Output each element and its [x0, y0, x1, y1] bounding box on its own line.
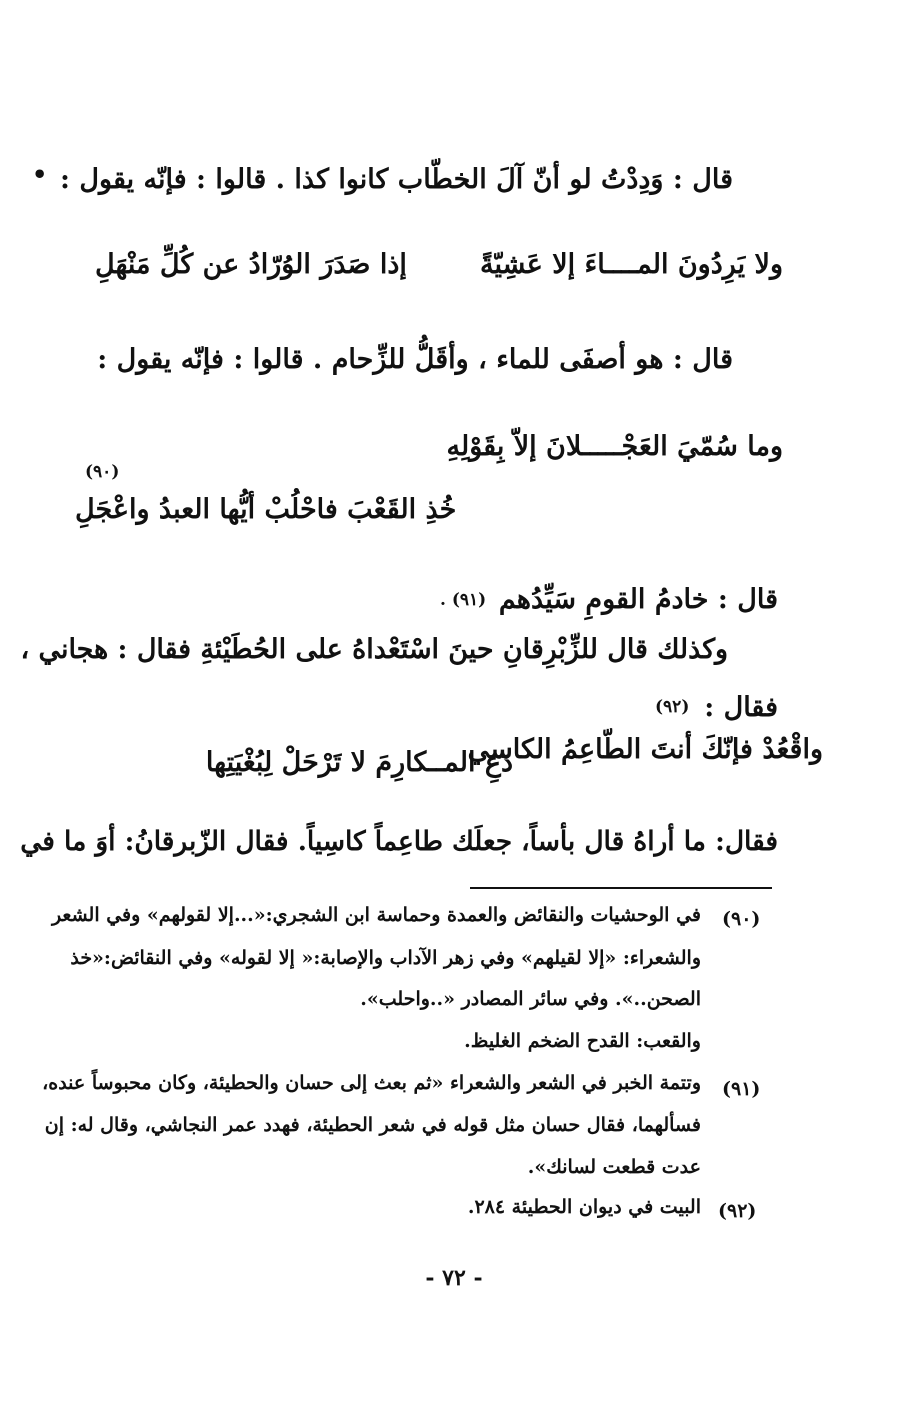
footnote-91-line-1: وتتمة الخبر في الشعر والشعراء «ثم بعث إلى حسان والحطيئة، وكان محبوساً عنده،	[42, 1072, 701, 1094]
body-line-4: وكذلك قال للزِّبْرِقانِ حينَ اسْتَعْداهُ على الحُطَيْئةِ فقال : هجاني ،	[20, 634, 728, 665]
verse-1-first-hemistich: ولا يَرِدُونَ المــــاءَ إلا عَشِيّةً	[480, 249, 783, 280]
footnote-91-line-3: عدت قطعت لسانك».	[527, 1156, 701, 1178]
footnote-marker-92: (٩٢)	[655, 697, 690, 717]
footnote-marker-91: (٩١) .	[440, 590, 487, 610]
footnote-separator	[470, 887, 772, 889]
stray-dot: •	[32, 160, 48, 189]
footnote-90-line-3: الصحن..». وفي سائر المصادر «..واحلب».	[360, 988, 701, 1010]
body-line-6: فقال: ما أراهُ قال بأساً، جعلَك طاعِماً كاسِياً. فقال الزّبرقانُ: أوَ ما في	[20, 826, 778, 857]
verse-2-second-hemistich: خُذِ القَعْبَ فاحْلُبْ أيُّها العبدُ واعْجَلِ	[75, 494, 457, 525]
footnote-92-line-1: البيت في ديوان الحطيئة ٢٨٤.	[467, 1196, 701, 1218]
verse-1-second-hemistich: إذا صَدَرَ الوُرّادُ عن كُلِّ مَنْهَلِ	[95, 249, 407, 280]
footnote-90-line-1: في الوحشيات والنقائض والعمدة وحماسة ابن الشجري:«...إلا لقولهم» وفي الشعر	[51, 904, 701, 926]
verse-3-first-hemistich: دَعِ المــكارِمَ لا تَرْحَلْ لِبُغْيَتِها	[205, 747, 513, 778]
footnote-90-line-4: والقعب: القدح الضخم الغليظ.	[464, 1030, 701, 1052]
body-line-3: قال : خادمُ القومِ سَيِّدُهم	[498, 584, 778, 615]
footnote-90-number: (٩٠)	[722, 908, 761, 930]
body-line-5: فقال :	[704, 692, 778, 723]
footnote-92-number: (٩٢)	[718, 1200, 757, 1222]
verse-3-second-hemistich: واقْعُدْ فإنّكَ أنتَ الطّاعِمُ الكاسي	[467, 734, 823, 765]
verse-2-first-hemistich: وما سُمّيَ العَجْـــــلانَ إلاّ بِقَوْلِهِ	[446, 431, 783, 462]
footnote-91-line-2: فسألهما، فقال حسان مثل قوله في شعر الحطيئة، فهدد عمر النجاشي، وقال له: إن	[44, 1114, 701, 1136]
body-line-2: قال : هو أصفَى للماء ، وأقَلُّ للزِّحام . قالوا : فإنّه يقول :	[97, 344, 733, 375]
footnote-90-line-2: والشعراء: «إلا لقيلهم» وفي زهر الآداب والإصابة:« إلا لقوله» وفي النقائض:«خذ	[70, 947, 701, 969]
footnote-91-number: (٩١)	[722, 1078, 761, 1100]
body-line-1: قال : وَدِدْتُ لو أنّ آلَ الخطّاب كانوا كذا . قالوا : فإنّه يقول :	[60, 164, 733, 195]
page-number: - ٧٢ -	[425, 1265, 483, 1291]
footnote-marker-90: (٩٠)	[85, 462, 120, 482]
